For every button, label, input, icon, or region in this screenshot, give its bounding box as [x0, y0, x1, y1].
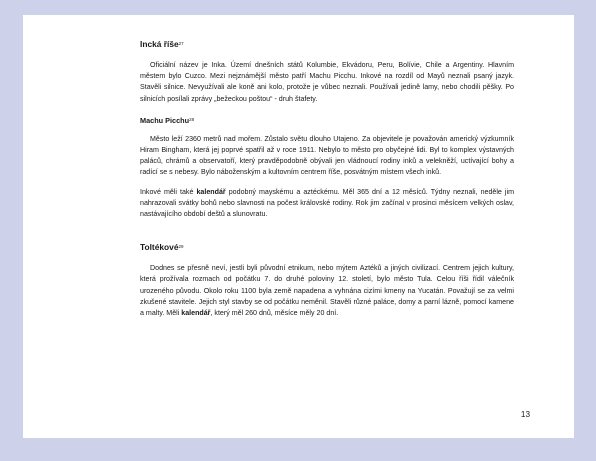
- paragraph-calendar-inca: Inkové měli také kalendář podobný mayskému a aztéckému. Měl 365 dní a 12 měsíců. Týdny neznali, neděle jim nahrazovali svátky bohů nebo slavnosti na počest královské rodiny. Rok jim začínal v prosinci měsícem velkých oslav, nastávajícího období deštů a slunovratu.: [140, 187, 514, 219]
- section-title-machu-picchu: Machu Picchu$^{28}$: [140, 115, 195, 125]
- footnote-ref: 28: [189, 116, 195, 122]
- bold-term: kalendář: [181, 309, 211, 318]
- page-number: 13: [520, 410, 530, 419]
- document-page: [23, 15, 574, 438]
- section-title-toltec: Toltékové$^{29}$: [140, 242, 184, 253]
- page-content: [140, 39, 514, 319]
- footnote-ref: 29: [178, 244, 184, 250]
- footnote-ref: 27: [178, 41, 184, 46]
- section-title-inca: Incká říše$^{27}$: [140, 39, 184, 49]
- bold-term: kalendář: [196, 187, 226, 196]
- paragraph-inca: Oficiální název je Inka. Území dnešních států Kolumbie, Ekvádoru, Peru, Bolívie, Chile a Argentiny. Hlavním městem bylo Cuzco. Mezi nejznámější město patří Machu Picchu. Inkové na rozdíl od Mayů neznali psaný jazyk. Stavěli silnice. Nevyužívali ale koně ani kolo, protože je vůbec neznali. Používali jedině lamy, nebo chodili pěšky. Po silnicích posílali zprávy „bežeckou poštou“ - druh štafety.: [140, 61, 514, 103]
- paragraph-toltec: Dodnes se přesně neví, jestli byli původní etnikum, nebo mýtem Aztéků a jiných civilizací. Centrem jejich kultury, která prožívala rozmach od počátku 7. do druhé poloviny 12. století, bylo město Tula. Celou říši řídil válečník urozeného původu. Okolo roku 1100 byla země napadena a vyhnána cizími kmeny na Yucatán. Považují se za velmi zkušené stavitele. Jejich styl stavby se od počátku neměnil. Stavěli různé paláce, domy a parní lázně, pomocí kamene a malty. Měli kalendář, který měl 260 dnů, měsíce měly 20 dní.: [140, 264, 514, 318]
- paragraph-machu-picchu: Město leží 2360 metrů nad mořem. Zůstalo světu dlouho Utajeno. Za objevitele je považován americký výzkumník Hiram Bingham, která jej poprvé spatřil až v roce 1911. Nebylo to město pro obyčejné lidi. Byl to komplex výstavných paláců, chrámů a observatoří, který pravděpodobně obývali jen vládnoucí rodiny inků a velekněží, uctívající bohy a radící se s nebesy. Bylo náboženským a kultovním centrem říše, posvátným místem všech inků.: [140, 134, 514, 177]
